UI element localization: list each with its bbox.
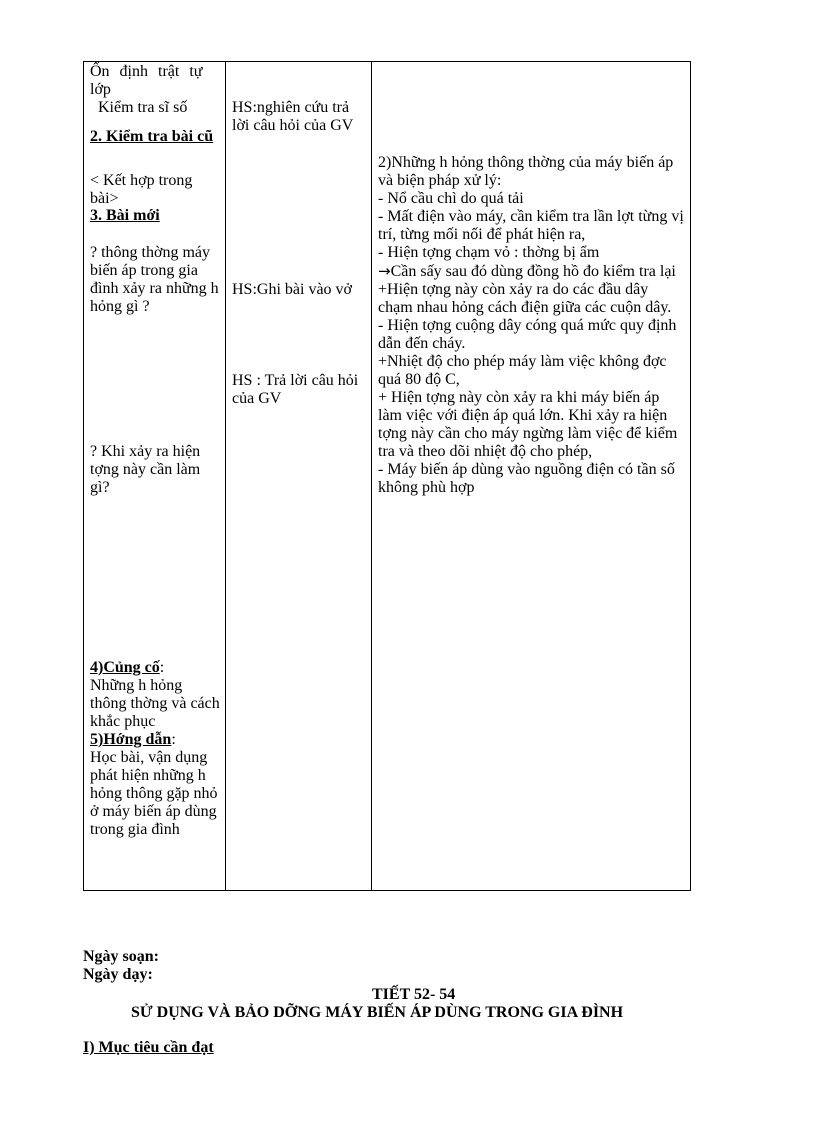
content-block (378, 154, 684, 497)
question-2-block (90, 443, 221, 497)
content-line-6: - Hiện tợng cuộng dây cóng quá mức quy định dẫn đến cháy. (378, 317, 677, 352)
heading-5: 5)Hớng dẫn (90, 731, 172, 748)
content-line-5: +Hiện tợng này còn xảy ra do các đầu dây chạm nhau hỏng cách điện giữa các cuộn dây. (378, 281, 672, 316)
hs-block-3 (232, 372, 367, 408)
right-arrow-icon: → (378, 262, 391, 280)
content-line-3: - Hiện tợng chạm vỏ : thờng bị ẩm (378, 244, 600, 261)
question-1: ? thông thờng máy biến áp trong gia đình xảy ra những h hỏng gì ? (90, 244, 219, 315)
heading-4: 4)Củng cố (90, 659, 160, 676)
ngay-day: Ngày dạy: (83, 966, 153, 983)
content-column (372, 62, 691, 891)
hs-text-3: HS : Trả lời câu hỏi của GV (232, 372, 359, 407)
heading-4-line (90, 659, 221, 677)
content-line-8: + Hiện tợng này còn xảy ra khi máy biến áp làm việc với điện áp quá lớn. Khi xảy ra hiện tợng này cần cho máy ngừng làm việc để kiểm tra và theo dõi nhiệt độ cho phép, (378, 389, 678, 460)
on-dinh-block (90, 63, 221, 117)
kiem-tra-si-so: Kiểm tra sĩ số (98, 99, 188, 116)
huong-dan-text: Học bài, vận dụng phát hiện những h hỏng thông gặp nhỏ ở máy biến áp dùng trong gia đình (90, 749, 218, 838)
heading-5-line (90, 731, 221, 749)
ngay-soan: Ngày soạn: (83, 948, 160, 965)
on-dinh-line-2: lớp (90, 81, 111, 98)
content-title: 2)Những h hỏng thông thờng của máy biến áp và biện pháp xử lý: (378, 154, 674, 189)
huong-dan-block (90, 731, 221, 839)
heading-3: 3. Bài mới (90, 207, 160, 224)
lesson-table (83, 61, 691, 891)
cung-co-text: Những h hỏng thông thờng và cách khắc phục (90, 677, 220, 730)
lesson-title: SỬ DỤNG VÀ BẢO DỠNG MÁY BIẾN ÁP DÙNG TRONG GIA ĐÌNH (131, 1004, 624, 1021)
teacher-column (84, 62, 226, 891)
heading-5-colon: : (171, 731, 176, 748)
content-line-7: +Nhiệt độ cho phép máy làm việc không đợc quá 80 độ C, (378, 353, 667, 388)
question-2: ? Khi xảy ra hiện tợng này cần làm gì? (90, 443, 201, 496)
table-row (84, 62, 691, 891)
hs-block-1 (232, 99, 367, 135)
tiet-title: TIẾT 52- 54 (372, 986, 456, 1003)
heading-bai-moi (90, 207, 221, 225)
ket-hop-block (90, 172, 221, 208)
on-dinh-line-1: Ổn định trật tự (90, 63, 203, 80)
content-line-4 (378, 262, 684, 281)
hs-text-2: HS:Ghi bài vào vở (232, 281, 353, 298)
content-line-4-text: Cần sấy sau đó dùng đồng hồ đo kiểm tra lại (390, 263, 676, 280)
content-line-1: - Nổ cầu chì do quá tải (378, 190, 524, 207)
content-line-2: - Mất điện vào máy, cần kiểm tra lần lợt từng vị trí, từng mối nối để phát hiện ra, (378, 208, 684, 243)
student-column (226, 62, 372, 891)
cung-co-block (90, 659, 221, 731)
content-line-9: - Máy biến áp dùng vào nguồng điện có tần số không phù hợp (378, 461, 675, 496)
hs-text-1: HS:nghiên cứu trả lời câu hỏi của GV (232, 99, 354, 134)
heading-2: 2. Kiểm tra bài cũ (90, 128, 214, 145)
heading-4-colon: : (159, 659, 165, 676)
muc-tieu-heading: I) Mục tiêu cần đạt (83, 1039, 214, 1056)
hs-block-2 (232, 281, 367, 299)
ket-hop-text: < Kết hợp trong bài> (90, 172, 193, 207)
heading-kiem-tra-bai-cu (90, 128, 221, 146)
question-1-block (90, 244, 221, 316)
